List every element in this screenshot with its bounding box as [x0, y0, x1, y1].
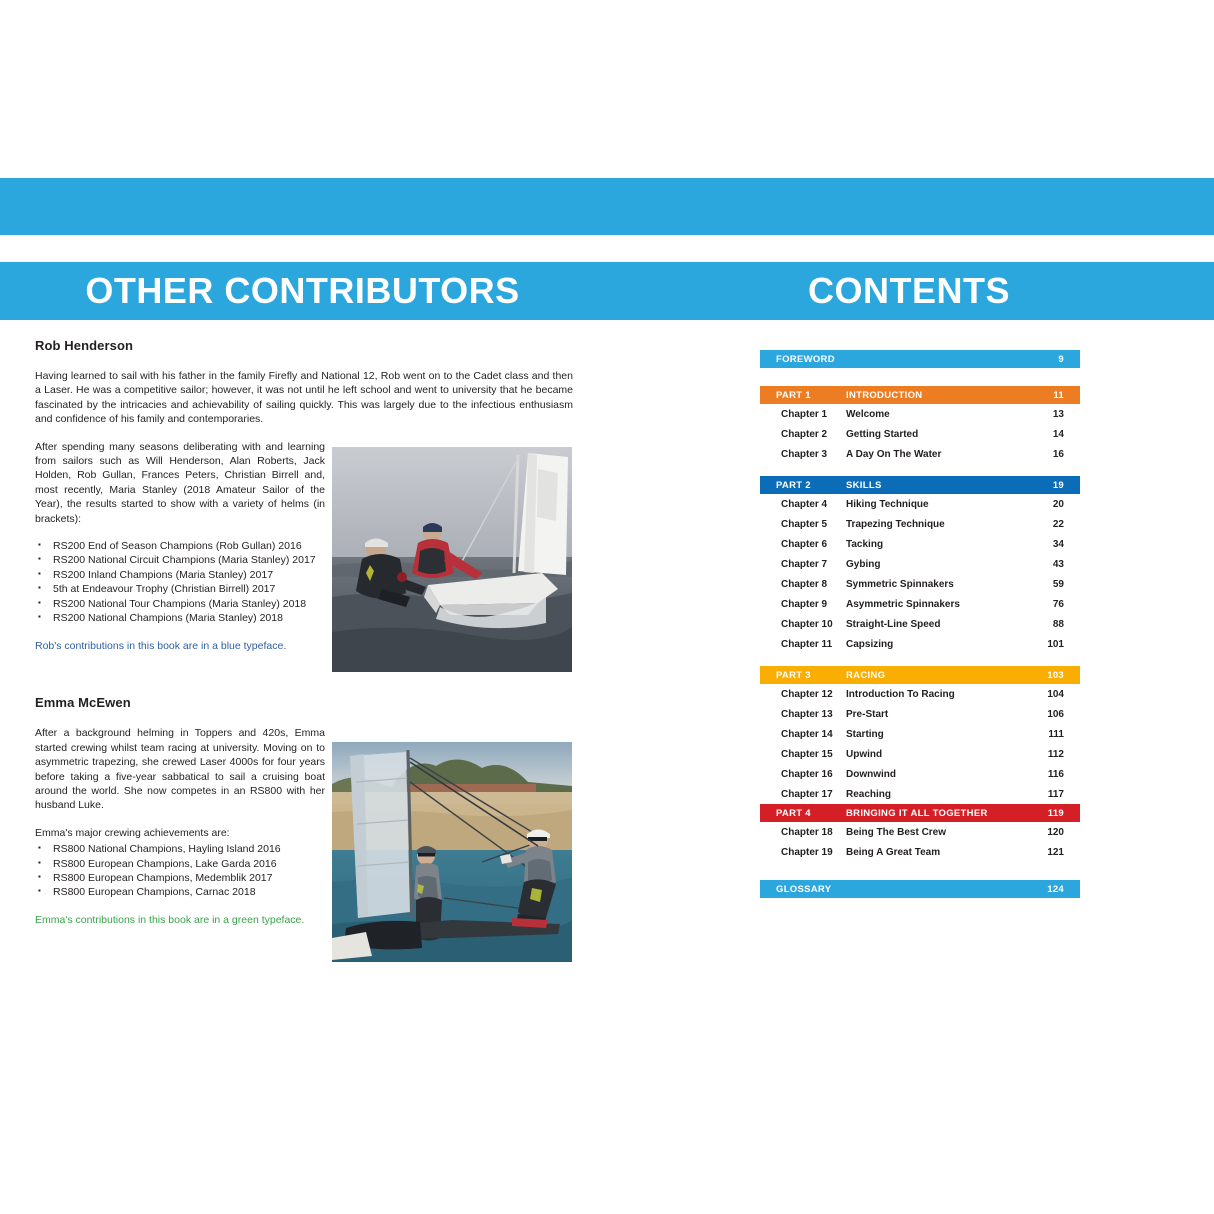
toc-chapter-page: 120: [1047, 826, 1064, 838]
toc-row[interactable]: [760, 514, 1080, 534]
list-item: ▪ RS800 European Champions, Carnac 2018: [35, 885, 573, 899]
list-item: ▪ RS200 National Champions (Maria Stanley) 2018: [35, 611, 325, 625]
toc-chapter-title: Pre-Start: [846, 708, 889, 720]
contributor-bio-paragraph: Having learned to sail with his father in the family Firefly and National 12, Rob went on to the Cadet class and then a Laser. He was a competitive sailor; however, it was not until he left school and went to university that he became fascinated by the intricacies and achievability of sailing quickly. This was largely due to the infectious enthusiasm and confidence of his family and contemporaries.: [35, 370, 573, 426]
toc-chapter-number: Chapter 13: [781, 708, 833, 720]
typeface-note: Emma's contributions in this book are in a green typeface.: [35, 913, 305, 926]
toc-chapter-page: 43: [1052, 558, 1064, 570]
toc-section-page: 11: [1053, 389, 1064, 401]
toc-chapter-page: 104: [1047, 688, 1064, 700]
toc-row[interactable]: [760, 704, 1080, 724]
toc-chapter-number: Chapter 9: [781, 598, 828, 610]
toc-chapter-page: 101: [1047, 638, 1064, 650]
toc-row[interactable]: [760, 534, 1080, 554]
contributor-name: Rob Henderson: [35, 338, 134, 353]
toc-section-title: RACING: [846, 669, 886, 681]
toc-chapter-number: Chapter 19: [781, 846, 833, 858]
toc-section-page: 103: [1047, 669, 1064, 681]
toc-chapter-title: Being A Great Team: [846, 846, 941, 858]
toc-row[interactable]: [760, 684, 1080, 704]
toc-row[interactable]: [760, 614, 1080, 634]
list-item: ▪ RS800 European Champions, Medemblik 2017: [35, 871, 573, 885]
toc-chapter-title: Tacking: [846, 538, 884, 550]
toc-chapter-page: 111: [1048, 728, 1064, 740]
toc-chapter-page: 112: [1047, 748, 1064, 760]
toc-row[interactable]: [760, 724, 1080, 744]
toc-chapter-page: 121: [1047, 846, 1064, 858]
toc-chapter-number: Chapter 15: [781, 748, 833, 760]
typeface-note: Rob's contributions in this book are in a blue typeface.: [35, 639, 287, 652]
toc-section-page: 119: [1047, 807, 1064, 819]
toc-chapter-title: Upwind: [846, 748, 883, 760]
photo-rob-henderson-sailing: [332, 447, 572, 672]
toc-chapter-number: Chapter 10: [781, 618, 833, 630]
toc-row[interactable]: [760, 822, 1080, 842]
toc-section-bar-foreword[interactable]: [760, 350, 1080, 368]
toc-chapter-number: Chapter 1: [781, 408, 828, 420]
toc-section-bar-part-2[interactable]: [760, 476, 1080, 494]
toc-chapter-number: Chapter 8: [781, 578, 828, 590]
toc-row[interactable]: [760, 784, 1080, 804]
contributor-bio-paragraph: After spending many seasons deliberating with and learning from sailors such as Will Henderson, Alan Roberts, Jack Holden, Rob Gullan, Frances Peters, Christian Birrell and, most recently, Maria Stanley (2018 Amateur Sailor of the Year), the results started to show with a variety of helms (in brackets):: [35, 440, 325, 525]
toc-chapter-number: Chapter 4: [781, 498, 828, 510]
toc-section-label: PART 1: [776, 389, 811, 401]
list-item: ▪ RS200 Inland Champions (Maria Stanley) 2017: [35, 568, 325, 582]
toc-section-title: INTRODUCTION: [846, 389, 923, 401]
toc-chapter-title: Straight-Line Speed: [846, 618, 941, 630]
toc-row[interactable]: [760, 842, 1080, 862]
list-item: ▪ RS200 End of Season Champions (Rob Gullan) 2016: [35, 539, 325, 553]
toc-row[interactable]: [760, 764, 1080, 784]
toc-chapter-number: Chapter 11: [781, 638, 833, 650]
toc-section-bar-part-4[interactable]: [760, 804, 1080, 822]
photo-emma-mcewen-sailing: [332, 742, 572, 962]
toc-chapter-number: Chapter 18: [781, 826, 833, 838]
achievements-lead-in: Emma's major crewing achievements are:: [35, 826, 230, 839]
toc-chapter-page: 16: [1052, 448, 1064, 460]
toc-chapter-title: Hiking Technique: [846, 498, 929, 510]
toc-chapter-title: Introduction To Racing: [846, 688, 955, 700]
list-item: ▪ RS200 National Circuit Champions (Maria Stanley) 2017: [35, 553, 325, 567]
top-accent-band: [0, 178, 1214, 235]
toc-chapter-title: A Day On The Water: [846, 448, 942, 460]
toc-chapter-number: Chapter 2: [781, 428, 828, 440]
toc-chapter-title: Reaching: [846, 788, 892, 800]
toc-section-bar-glossary[interactable]: [760, 880, 1080, 898]
toc-chapter-number: Chapter 17: [781, 788, 833, 800]
toc-chapter-page: 14: [1052, 428, 1064, 440]
toc-chapter-page: 116: [1047, 768, 1064, 780]
toc-chapter-number: Chapter 6: [781, 538, 828, 550]
list-item: ▪ RS200 National Tour Champions (Maria Stanley) 2018: [35, 597, 325, 611]
toc-chapter-title: Being The Best Crew: [846, 826, 947, 838]
list-item: ▪ RS800 National Champions, Hayling Island 2016: [35, 842, 573, 856]
toc-section-title: BRINGING IT ALL TOGETHER: [846, 807, 988, 819]
toc-chapter-number: Chapter 14: [781, 728, 833, 740]
toc-row[interactable]: [760, 634, 1080, 654]
toc-chapter-page: 88: [1052, 618, 1064, 630]
page-title-other-contributors: OTHER CONTRIBUTORS: [85, 270, 520, 311]
toc-chapter-title: Symmetric Spinnakers: [846, 578, 954, 590]
toc-chapter-page: 20: [1052, 498, 1064, 510]
toc-section-label: PART 2: [776, 479, 811, 491]
toc-row[interactable]: [760, 554, 1080, 574]
toc-chapter-page: 59: [1052, 578, 1064, 590]
toc-chapter-number: Chapter 7: [781, 558, 828, 570]
toc-section-label: PART 3: [776, 669, 811, 681]
page-title-contents: CONTENTS: [808, 270, 1010, 311]
toc-row[interactable]: [760, 494, 1080, 514]
toc-chapter-page: 34: [1052, 538, 1064, 550]
toc-section-page: 19: [1052, 479, 1064, 491]
toc-row[interactable]: [760, 424, 1080, 444]
toc-chapter-number: Chapter 16: [781, 768, 833, 780]
toc-section-page: 124: [1047, 883, 1064, 895]
toc-chapter-page: 22: [1052, 518, 1064, 530]
table-of-contents: [760, 350, 1080, 898]
toc-section-bar-part-1[interactable]: [760, 386, 1080, 404]
toc-row[interactable]: [760, 444, 1080, 464]
toc-chapter-title: Capsizing: [846, 638, 894, 650]
contributor-bio-paragraph: After a background helming in Toppers and 420s, Emma started crewing whilst team racing at university. Moving on to asymmetric trapezing, she crewed Laser 4000s for four years before taking a five-year sabbatical to sail a cruising boat around the world. She now competes in an RS800 with her husband Luke.: [35, 727, 325, 812]
toc-chapter-title: Asymmetric Spinnakers: [846, 598, 960, 610]
contributor-name: Emma McEwen: [35, 695, 131, 711]
toc-section-label: GLOSSARY: [776, 883, 832, 895]
toc-chapter-title: Welcome: [846, 408, 890, 420]
toc-chapter-title: Trapezing Technique: [846, 518, 945, 530]
toc-chapter-title: Gybing: [846, 558, 881, 570]
toc-section-page: 9: [1058, 353, 1064, 365]
toc-chapter-page: 106: [1047, 708, 1064, 720]
toc-chapter-number: Chapter 3: [781, 448, 828, 460]
list-item: ▪ RS800 European Champions, Lake Garda 2016: [35, 857, 573, 871]
toc-section-label: PART 4: [776, 807, 811, 819]
toc-chapter-page: 76: [1052, 598, 1064, 610]
toc-row[interactable]: [760, 574, 1080, 594]
toc-chapter-title: Downwind: [846, 768, 896, 780]
toc-row[interactable]: [760, 404, 1080, 424]
toc-row[interactable]: [760, 594, 1080, 614]
toc-section-label: FOREWORD: [776, 353, 835, 365]
toc-section-bar-part-3[interactable]: [760, 666, 1080, 684]
toc-chapter-number: Chapter 5: [781, 518, 828, 530]
toc-chapter-title: Starting: [846, 728, 884, 740]
list-item: ▪ 5th at Endeavour Trophy (Christian Birrell) 2017: [35, 582, 325, 596]
toc-section-title: SKILLS: [846, 479, 882, 491]
toc-chapter-page: 117: [1047, 788, 1064, 800]
toc-chapter-page: 13: [1052, 408, 1064, 420]
toc-chapter-number: Chapter 12: [781, 688, 833, 700]
toc-chapter-title: Getting Started: [846, 428, 919, 440]
toc-row[interactable]: [760, 744, 1080, 764]
